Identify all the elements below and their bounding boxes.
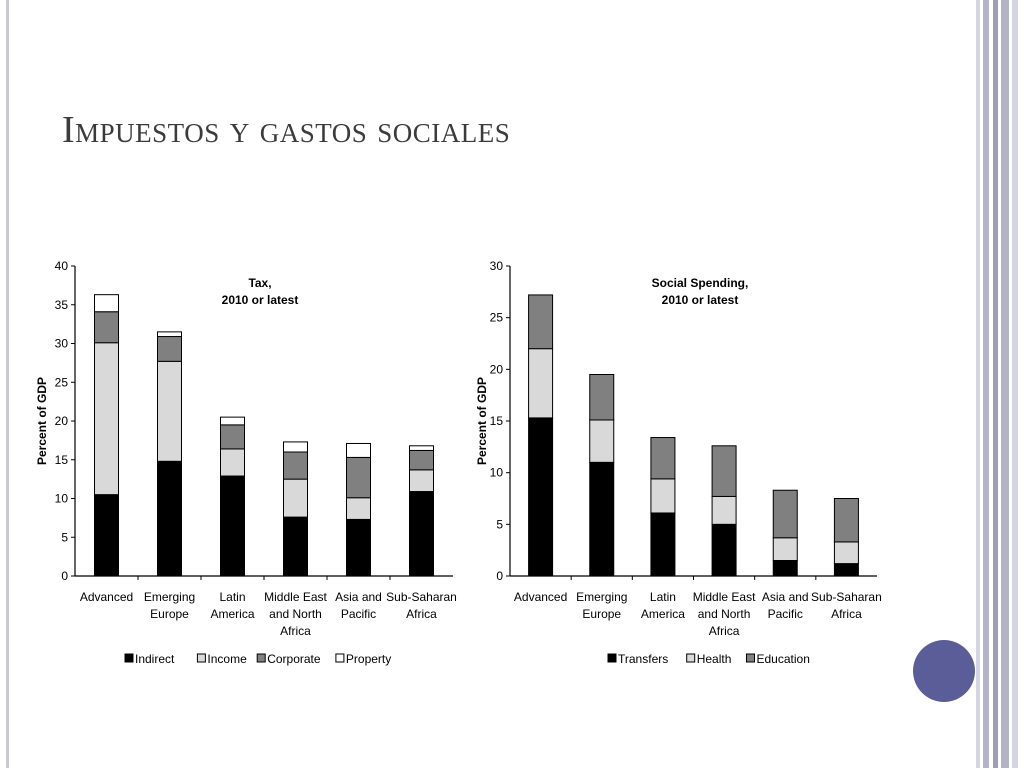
x-tick-label: Emerging [143,590,196,604]
x-tick-label: Sub-Saharan [386,590,457,604]
y-tick-label: 30 [489,259,503,273]
chart-title: Tax, [248,276,272,290]
y-tick-label: 40 [54,259,68,273]
x-tick-label: Asia and [335,590,382,604]
right-decorative-band [1012,0,1018,768]
chart-plot [475,259,882,666]
bar-segment-income [221,449,245,476]
y-tick-label: 0 [496,569,503,583]
x-tick-label: Latin [649,590,676,604]
y-tick-label: 15 [489,414,503,428]
right-decorative-band [993,0,998,768]
x-tick-label: Africa [831,607,862,621]
bar-segment-transfers [773,561,797,577]
bar-segment-property [95,295,119,312]
bar-segment-indirect [95,495,119,576]
bar-segment-education [834,499,858,542]
bar-segment-education [529,295,553,349]
accent-circle [913,640,975,702]
x-tick-label: Africa [280,624,311,638]
x-tick-label: Emerging [576,590,628,604]
right-decorative-band [983,0,989,768]
social-spending-chart [470,250,900,680]
y-tick-label: 30 [54,336,68,351]
y-tick-label: 5 [61,530,68,545]
x-tick-label: Middle East [264,590,327,604]
bar-segment-transfers [712,524,736,576]
chart-subtitle: 2010 or latest [221,293,299,307]
y-tick-label: 10 [54,491,68,506]
x-tick-label: and North [269,607,322,621]
bar-segment-property [410,446,434,451]
bar-segment-health [529,349,553,418]
slide-title: Impuestos y gastos sociales [62,109,511,151]
bar-segment-income [410,470,434,492]
x-tick-label: Asia and [761,590,809,604]
y-tick-label: 10 [489,465,503,480]
y-tick-label: 5 [496,517,503,532]
bar-segment-indirect [284,517,308,576]
x-tick-label: Europe [150,607,189,621]
y-tick-label: 20 [489,362,503,377]
y-tick-label: 15 [54,452,68,467]
x-tick-label: America [640,607,685,621]
x-tick-label: Middle East [692,590,756,604]
chart-title: Social Spending, [651,276,749,290]
x-tick-label: Pacific [340,607,377,621]
tax-chart [30,250,460,680]
bar-segment-transfers [651,513,675,576]
bar-segment-transfers [834,564,858,576]
bar-segment-indirect [158,461,182,576]
bar-segment-education [651,438,675,479]
legend-label: Income [207,652,247,666]
legend-label: Health [696,652,732,666]
x-tick-label: Africa [708,624,740,638]
y-axis-label: Percent of GDP [35,376,49,466]
x-tick-label: Advanced [513,590,568,604]
bar-segment-indirect [347,519,371,576]
bar-segment-income [284,479,308,517]
legend-label: Transfers [618,652,669,666]
legend-label: Indirect [135,652,175,666]
bar-segment-transfers [529,418,553,576]
bar-segment-health [834,542,858,564]
legend-swatch [336,654,344,662]
x-tick-label: Advanced [79,590,134,604]
x-tick-label: and North [697,607,751,621]
legend-label: Property [345,652,392,666]
bar-segment-education [590,375,614,420]
bar-segment-property [221,417,245,425]
y-tick-label: 25 [54,375,68,390]
legend-swatch [197,654,205,662]
x-tick-label: Europe [582,607,622,621]
bar-segment-income [158,361,182,461]
chart-plot [35,259,457,666]
y-axis-label: Percent of GDP [475,376,489,466]
x-tick-label: Pacific [767,607,803,621]
bar-segment-indirect [221,476,245,576]
right-decorative-band [976,0,980,768]
bar-segment-education [712,446,736,497]
legend-swatch [257,654,265,662]
x-tick-label: Sub-Saharan [811,590,882,604]
bar-segment-corporate [410,450,434,469]
legend-label: Education [756,652,810,666]
bar-segment-health [712,496,736,524]
bar-segment-property [158,332,182,337]
legend-swatch [747,654,755,662]
bar-segment-income [347,498,371,520]
bar-segment-corporate [284,452,308,479]
bar-segment-corporate [347,457,371,497]
chart-subtitle: 2010 or latest [661,293,739,307]
right-decorative-band [1001,0,1009,768]
legend-swatch [608,654,616,662]
bar-segment-health [651,479,675,513]
bar-segment-property [284,442,308,452]
bar-segment-transfers [590,462,614,576]
x-tick-label: America [210,607,255,621]
legend-label: Corporate [267,652,321,666]
bar-segment-property [347,443,371,457]
y-tick-label: 35 [54,297,68,312]
legend-swatch [687,654,695,662]
bar-segment-corporate [95,312,119,343]
bar-segment-indirect [410,492,434,576]
x-tick-label: Latin [219,590,246,604]
bar-segment-health [590,420,614,462]
y-tick-label: 0 [61,569,68,583]
bar-segment-education [773,490,797,538]
bar-segment-corporate [158,337,182,362]
bar-segment-health [773,538,797,561]
x-tick-label: Africa [406,607,437,621]
bar-segment-corporate [221,425,245,449]
left-border-line [6,0,9,768]
bar-segment-income [95,343,119,495]
y-tick-label: 25 [489,310,503,325]
legend-swatch [125,654,133,662]
y-tick-label: 20 [54,414,68,428]
